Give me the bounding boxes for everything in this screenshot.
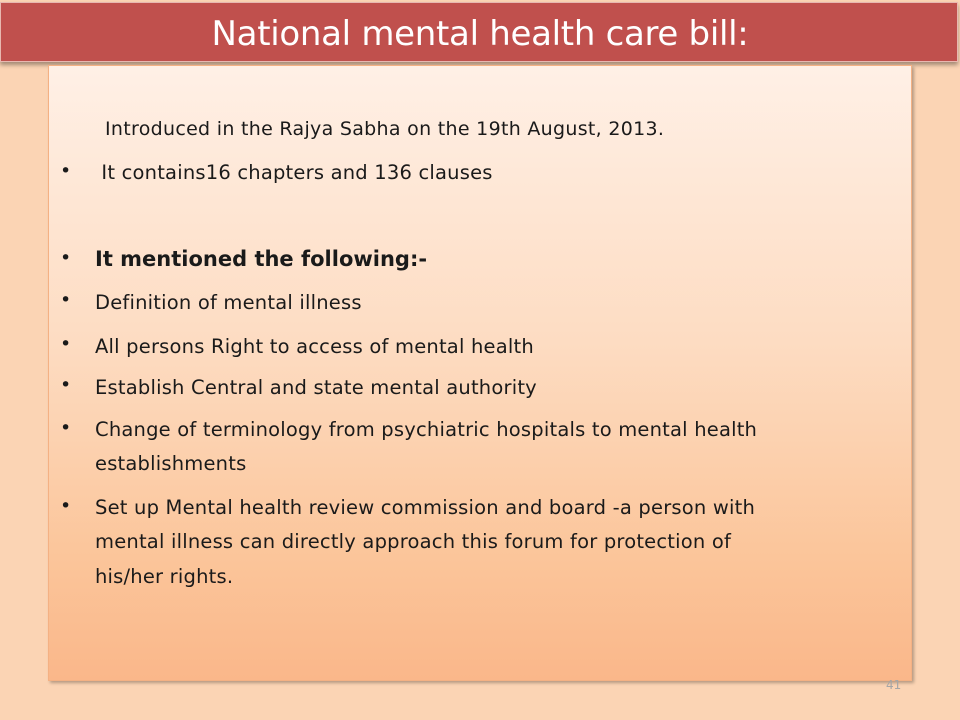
- bullet-marker: •: [60, 160, 72, 182]
- intro-text: Introduced in the Rajya Sabha on the 19th August, 2013.: [105, 118, 665, 140]
- list-item-commission-line2: mental illness can directly approach this forum for protection of: [95, 530, 732, 553]
- list-item-chapters: It contains16 chapters and 136 clauses: [95, 161, 493, 184]
- list-item-definition: Definition of mental illness: [95, 291, 362, 314]
- list-item-commission-line1: Set up Mental health review commission and board -a person with: [95, 496, 756, 519]
- list-item-terminology-line1: Change of terminology from psychiatric hospitals to mental health: [95, 418, 758, 441]
- list-item-heading: It mentioned the following:-: [95, 247, 428, 271]
- slide-title: National mental health care bill:: [211, 14, 749, 54]
- bullet-marker: •: [60, 333, 72, 355]
- bullet-marker: •: [60, 374, 72, 396]
- list-item-terminology-line2: establishments: [95, 452, 247, 475]
- list-item-commission-line3: his/her rights.: [95, 565, 234, 588]
- list-item-authority: Establish Central and state mental authority: [95, 376, 537, 399]
- page-number: 41: [886, 678, 902, 692]
- list-item-right-to-access: All persons Right to access of mental health: [95, 335, 534, 358]
- bullet-marker: •: [60, 247, 72, 269]
- bullet-marker: •: [60, 289, 72, 311]
- bullet-marker: •: [60, 495, 72, 517]
- bullet-marker: •: [60, 417, 72, 439]
